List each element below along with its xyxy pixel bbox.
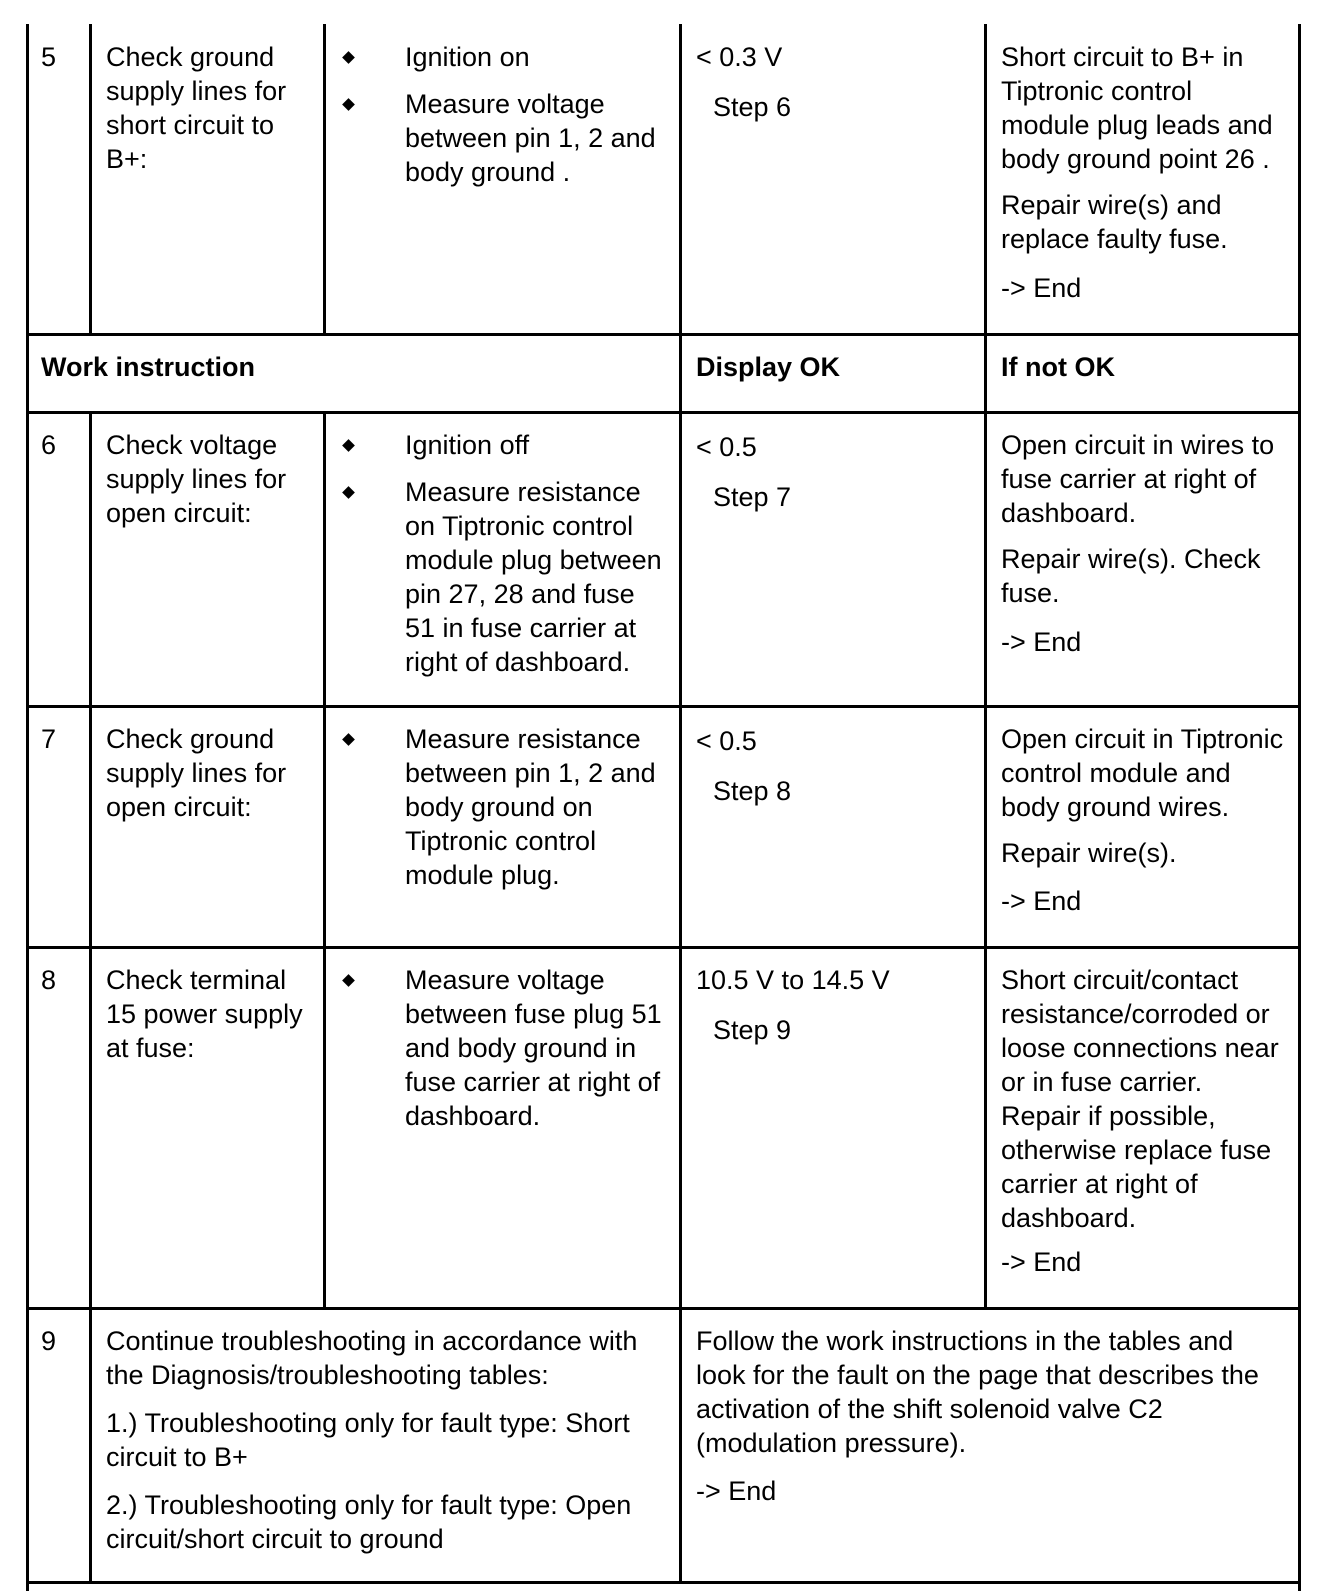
text-line: B+: (106, 144, 148, 174)
text-line: Check voltage (106, 430, 278, 460)
row-divider (26, 946, 1301, 949)
text-line: short circuit to (106, 110, 275, 140)
text-line: between fuse plug 51 (405, 999, 662, 1029)
text-line: right of dashboard. (405, 647, 631, 677)
step-title (106, 40, 286, 176)
column-divider (323, 24, 326, 334)
step-number: 6 (41, 430, 57, 460)
instruction-bullet (405, 475, 662, 679)
text-line: dashboard. (405, 1101, 541, 1131)
row-divider (26, 333, 1301, 336)
step-number: 8 (41, 965, 57, 995)
display-value: 10.5 V to 14.5 V (696, 965, 890, 995)
column-divider (679, 24, 682, 334)
next-step: Step 9 (713, 1015, 792, 1045)
step-number: 7 (41, 724, 57, 754)
instruction-bullet (405, 428, 529, 462)
end-link: -> End (696, 1476, 777, 1506)
text-line: circuit to B+ (106, 1442, 248, 1472)
not-ok-action (1001, 542, 1261, 610)
text-line: module plug between (405, 545, 662, 575)
text-line: module plug. (405, 860, 560, 890)
text-line: Short circuit/contact (1001, 965, 1239, 995)
table-left-border (26, 24, 29, 1591)
follow-instructions (696, 1324, 1259, 1460)
instruction-bullet (405, 87, 656, 189)
text-line: and body ground in (405, 1033, 637, 1063)
text-line: Measure resistance (405, 477, 641, 507)
text-line: Short circuit to B+ in (1001, 42, 1244, 72)
column-divider (679, 333, 682, 413)
instruction-bullet (405, 40, 530, 74)
text-line: Ignition off (405, 430, 530, 460)
not-ok-action (1001, 963, 1279, 1235)
row-divider (26, 705, 1301, 708)
display-value: < 0.5 (696, 432, 757, 462)
text-line: 1.) Troubleshooting only for fault type: Short (106, 1408, 630, 1438)
text-line: Open circuit in wires to (1001, 430, 1275, 460)
column-divider (984, 411, 987, 1309)
text-line: body ground wires. (1001, 792, 1230, 822)
column-divider (89, 411, 92, 1309)
table-right-border (1298, 24, 1301, 1591)
text-line: or in fuse carrier. (1001, 1067, 1203, 1097)
end-link: -> End (1001, 273, 1082, 303)
text-line: activation of the shift solenoid valve C2 (696, 1394, 1163, 1424)
text-line: control module and (1001, 758, 1231, 788)
text-line: Follow the work instructions in the tables and (696, 1326, 1234, 1356)
text-line: Open circuit in Tiptronic (1001, 724, 1284, 754)
fault-type-option (106, 1406, 630, 1474)
not-ok-action (1001, 188, 1228, 256)
bullet-diamond-icon (342, 733, 355, 746)
text-line: otherwise replace fuse (1001, 1135, 1272, 1165)
step-title (106, 963, 303, 1065)
step-title (106, 722, 286, 824)
not-ok-action (1001, 40, 1273, 176)
text-line: 51 in fuse carrier at (405, 613, 637, 643)
text-line: dashboard. (1001, 1203, 1137, 1233)
text-line: the Diagnosis/troubleshooting tables: (106, 1360, 549, 1390)
step-number: 5 (41, 42, 57, 72)
text-line: supply lines for (106, 464, 287, 494)
text-line: Check ground (106, 724, 275, 754)
text-line: Repair wire(s) and (1001, 190, 1222, 220)
column-divider (89, 1307, 92, 1584)
header-if-not-ok: If not OK (1001, 352, 1115, 382)
text-line: look for the fault on the page that describes the (696, 1360, 1259, 1390)
row-divider (26, 411, 1301, 414)
text-line: 15 power supply (106, 999, 303, 1029)
text-line: Check ground (106, 42, 275, 72)
end-link: -> End (1001, 1247, 1082, 1277)
text-line: Ignition on (405, 42, 530, 72)
not-ok-action (1001, 836, 1177, 870)
text-line: Measure voltage (405, 89, 605, 119)
next-step: Step 6 (713, 92, 792, 122)
text-line: (modulation pressure). (696, 1428, 967, 1458)
text-line: Repair if possible, (1001, 1101, 1216, 1131)
text-line: fuse carrier at right of (405, 1067, 661, 1097)
text-line: at fuse: (106, 1033, 195, 1063)
text-line: Measure resistance (405, 724, 641, 754)
text-line: pin 27, 28 and fuse (405, 579, 635, 609)
bullet-diamond-icon (342, 439, 355, 452)
header-work-instruction: Work instruction (41, 352, 256, 382)
continue-instructions (106, 1324, 637, 1392)
text-line: between pin 1, 2 and (405, 758, 656, 788)
text-line: on Tiptronic control (405, 511, 634, 541)
column-divider (89, 24, 92, 334)
text-line: Tiptronic control (405, 826, 597, 856)
text-line: Repair wire(s). (1001, 838, 1177, 868)
column-divider (679, 411, 682, 1309)
column-divider (984, 24, 987, 334)
text-line: supply lines for (106, 76, 287, 106)
text-line: body ground on (405, 792, 593, 822)
not-ok-action (1001, 428, 1274, 530)
text-line: supply lines for (106, 758, 287, 788)
end-link: -> End (1001, 886, 1082, 916)
text-line: Check terminal (106, 965, 287, 995)
bullet-diamond-icon (342, 98, 355, 111)
text-line: resistance/corroded or (1001, 999, 1270, 1029)
header-display-ok: Display OK (696, 352, 841, 382)
text-line: replace faulty fuse. (1001, 224, 1228, 254)
text-line: open circuit: (106, 792, 252, 822)
column-divider (679, 1307, 682, 1584)
column-divider (984, 333, 987, 413)
step-title (106, 428, 286, 530)
bullet-diamond-icon (342, 51, 355, 64)
text-line: Measure voltage (405, 965, 605, 995)
column-divider (323, 411, 326, 1309)
text-line: fuse. (1001, 578, 1060, 608)
bullet-diamond-icon (342, 486, 355, 499)
text-line: fuse carrier at right of (1001, 464, 1257, 494)
end-link: -> End (1001, 627, 1082, 657)
display-value: < 0.5 (696, 726, 757, 756)
text-line: between pin 1, 2 and (405, 123, 656, 153)
display-value: < 0.3 V (696, 42, 783, 72)
text-line: body ground point 26 . (1001, 144, 1270, 174)
instruction-bullet (405, 963, 662, 1133)
text-line: 2.) Troubleshooting only for fault type: Open (106, 1490, 632, 1520)
next-step: Step 7 (713, 482, 792, 512)
text-line: Tiptronic control (1001, 76, 1193, 106)
fault-type-option (106, 1488, 631, 1556)
row-divider (26, 1307, 1301, 1310)
text-line: circuit/short circuit to ground (106, 1524, 444, 1554)
not-ok-action (1001, 722, 1283, 824)
text-line: module plug leads and (1001, 110, 1273, 140)
text-line: open circuit: (106, 498, 252, 528)
text-line: dashboard. (1001, 498, 1137, 528)
bullet-diamond-icon (342, 974, 355, 987)
text-line: Continue troubleshooting in accordance with (106, 1326, 638, 1356)
step-number: 9 (41, 1326, 57, 1356)
next-step: Step 8 (713, 776, 792, 806)
text-line: Repair wire(s). Check (1001, 544, 1261, 574)
text-line: carrier at right of (1001, 1169, 1198, 1199)
text-line: loose connections near (1001, 1033, 1279, 1063)
instruction-bullet (405, 722, 656, 892)
text-line: body ground . (405, 157, 571, 187)
